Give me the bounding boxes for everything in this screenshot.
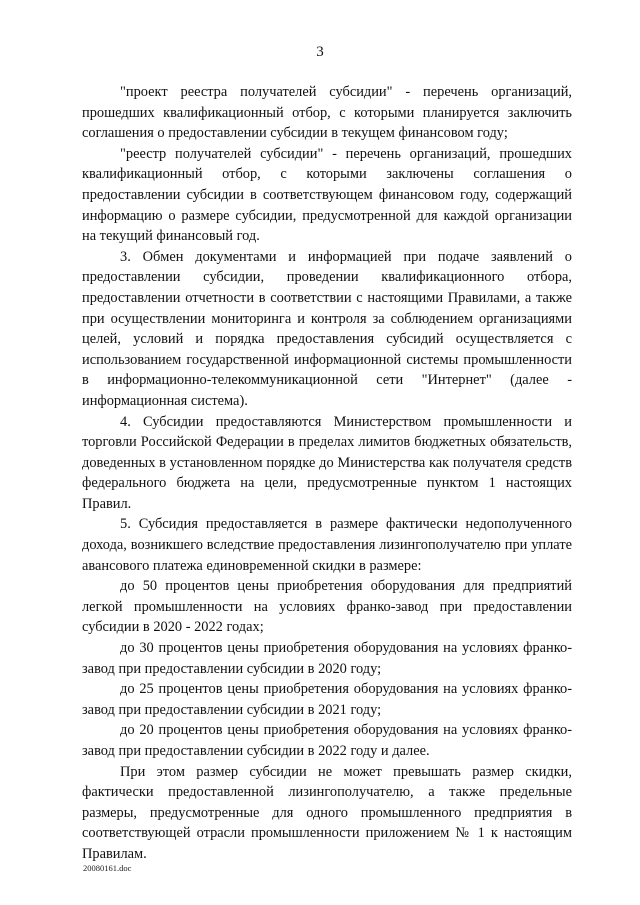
paragraph-discount-50: до 50 процентов цены приобретения оборудования для предприятий легкой промышленности на условиях франко-завод при предоставлении субсидии в 2020 - 2022 годах;: [82, 578, 572, 636]
footer-filename: 20080161.doc: [83, 863, 132, 873]
paragraph-clause-4: 4. Субсидии предоставляются Министерством промышленности и торговли Российской Федерации в пределах лимитов бюджетных обязательств, доведенных в установленном порядке до Министерства как получателя средств федерального бюджета на цели, предусмотренные пунктом 1 настоящих Правил.: [82, 413, 572, 512]
paragraph-clause-3: 3. Обмен документами и информацией при подаче заявлений о предоставлении субсидии, проведении квалификационного отбора, предоставлении отчетности в соответствии с настоящими Правилами, а также при осуществлении мониторинга и контроля за соблюдением организациями целей, условий и порядка предоставления субсидий осуществляется с использованием государственной информационной системы промышленности в информационно-телекоммуникационной сети "Интернет" (далее - информационная система).: [82, 248, 572, 409]
paragraph-discount-25: до 25 процентов цены приобретения оборудования на условиях франко-завод при предоставлении субсидии в 2021 году;: [82, 681, 572, 718]
page-number: 3: [316, 44, 324, 60]
paragraph-definition-draft-registry: "проект реестра получателей субсидии" - перечень организаций, прошедших квалификационный отбор, с которыми планируется заключить соглашения о предоставлении субсидии в текущем финансовом году;: [82, 84, 572, 142]
paragraph-definition-registry: "реестр получателей субсидии" - перечень организаций, прошедших квалификационный отбор, с которыми заключены соглашения о предоставлении субсидии в соответствующем финансовом году, содержащий информацию о размере субсидии, предусмотренной для каждой организации на текущий финансовый год.: [82, 145, 572, 245]
paragraph-discount-20: до 20 процентов цены приобретения оборудования на условиях франко-завод при предоставлении субсидии в 2022 году и далее.: [82, 722, 572, 759]
paragraph-clause-5: 5. Субсидия предоставляется в размере фактически недополученного дохода, возникшего вследствие предоставления лизингополучателю при уплате авансового платежа единовременной скидки в размере:: [82, 516, 572, 574]
paragraph-discount-30: до 30 процентов цены приобретения оборудования на условиях франко-завод при предоставлении субсидии в 2020 году;: [82, 640, 572, 677]
paragraph-subsidy-limit: При этом размер субсидии не может превышать размер скидки, фактически предоставленной лизингополучателю, а также предельные размеры, предусмотренные для одного промышленного предприятия в соответствующей отрасли промышленности приложением № 1 к настоящим Правилам.: [82, 763, 572, 862]
document-body: [82, 82, 572, 865]
